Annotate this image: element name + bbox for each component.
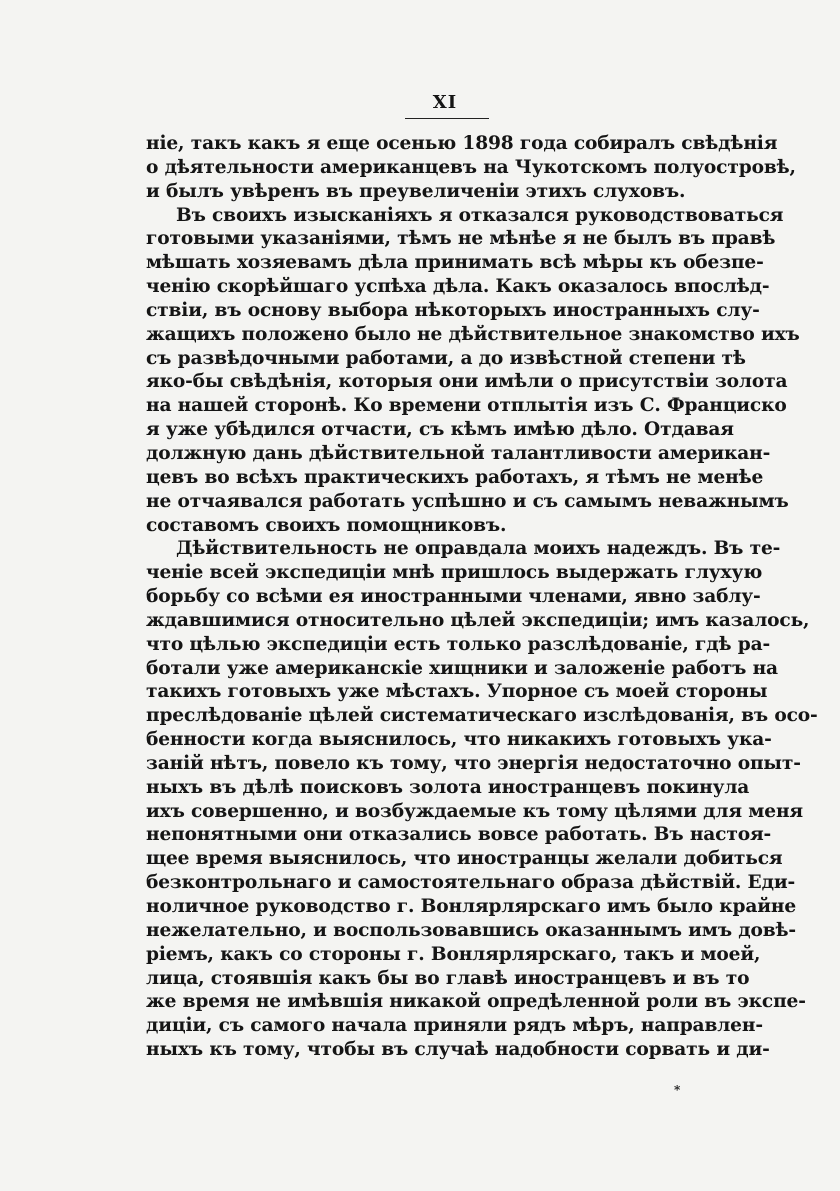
text-line: яко-бы свѣдѣнія, которыя они имѣли о присутствіи золота	[146, 371, 788, 393]
text-line: я уже убѣдился отчасти, съ кѣмъ имѣю дѣло. Отдавая	[146, 419, 734, 441]
text-line: ченіе всей экспедиціи мнѣ пришлось выдержать глухую	[146, 562, 763, 584]
text-line: о дѣятельности американцевъ на Чукотскомъ полуостровѣ,	[146, 156, 796, 178]
text-line: ихъ совершенно, и возбуждаемые къ тому цѣлями для меня	[146, 800, 803, 822]
text-line: и былъ увѣренъ въ преувеличеніи этихъ слуховъ.	[146, 180, 686, 202]
text-line: непонятными они отказались вовсе работать. Въ настоя-	[146, 824, 772, 846]
footer-star-mark: *	[674, 1083, 681, 1097]
text-line: ноличное руководство г. Вонлярлярскаго имъ было крайне	[146, 896, 797, 917]
text-line: нежелательно, и воспользовавшись оказаннымъ имъ довѣ-	[146, 919, 797, 941]
text-line: ченію скорѣйшаго успѣха дѣла. Какъ оказалось впослѣд-	[146, 276, 770, 298]
text-line: готовыми указаніями, тѣмъ не мѣнѣе я не былъ въ правѣ	[146, 228, 776, 250]
text-line: жащихъ положено было не дѣйствительное знакомство ихъ	[146, 323, 800, 345]
text-line: составомъ своихъ помощниковъ.	[146, 514, 507, 536]
header-rule	[405, 118, 489, 119]
text-line: мѣшать хозяевамъ дѣла принимать всѣ мѣры къ обезпе-	[146, 252, 764, 274]
text-line: Дѣйствительность не оправдала моихъ надеждъ. Въ те-	[176, 538, 781, 560]
text-line: безконтрольнаго и самостоятельнаго образа дѣйствій. Еди-	[146, 872, 796, 894]
text-line: Въ своихъ изысканіяхъ я отказался руководствоваться	[176, 204, 784, 226]
text-line: ніе, такъ какъ я еще осенью 1898 года собиралъ свѣдѣнія	[146, 133, 778, 154]
text-line: ботали уже американскіе хищники и заложеніе работъ на	[146, 657, 778, 679]
text-line: цевъ во всѣхъ практическихъ работахъ, я тѣмъ не менѣе	[146, 466, 764, 488]
text-line: же время не имѣвшія никакой опредѣленной роли въ экспе-	[146, 991, 806, 1013]
text-line: должную дань дѣйствительной талантливости американ-	[146, 442, 771, 464]
text-line: такихъ готовыхъ уже мѣстахъ. Упорное съ моей стороны	[146, 681, 768, 703]
text-line: ствіи, въ основу выбора нѣкоторыхъ иностранныхъ слу-	[146, 299, 760, 321]
text-line: диціи, съ самого начала приняли рядъ мѣръ, направлен-	[146, 1015, 763, 1037]
text-line: заній нѣтъ, повело къ тому, что энергія недостаточно опыт-	[146, 752, 801, 774]
text-line: ріемъ, какъ со стороны г. Вонлярлярскаго, такъ и моей,	[146, 943, 761, 965]
text-line: съ развѣдочными работами, а до извѣстной степени тѣ	[146, 347, 746, 369]
text-line: бенности когда выяснилось, что никакихъ готовыхъ ука-	[146, 729, 772, 751]
body-text	[146, 132, 818, 1062]
text-line: ныхъ въ дѣлѣ поисковъ золота иностранцевъ покинула	[146, 776, 750, 798]
page-number: XI	[432, 92, 458, 113]
text-line: щее время выяснилось, что иностранцы желали добиться	[146, 848, 783, 870]
text-line: лица, стоявшія какъ бы во главѣ иностранцевъ и въ то	[146, 967, 750, 989]
text-line: преслѣдованіе цѣлей систематическаго изслѣдованія, въ осо-	[146, 705, 818, 727]
text-line: что цѣлью экспедиціи есть только разслѣдованіе, гдѣ ра-	[146, 633, 771, 655]
text-line: борьбу со всѣми ея иностранными членами, явно заблу-	[146, 586, 761, 608]
text-line: не отчаявался работать успѣшно и съ самымъ неважнымъ	[146, 490, 789, 512]
text-line: ждавшимися относительно цѣлей экспедиціи; имъ казалось,	[146, 609, 810, 631]
text-line: на нашей сторонѣ. Ко времени отплытія изъ С. Франциско	[146, 395, 787, 417]
text-line: ныхъ къ тому, чтобы въ случаѣ надобности сорвать и ди-	[146, 1039, 770, 1061]
